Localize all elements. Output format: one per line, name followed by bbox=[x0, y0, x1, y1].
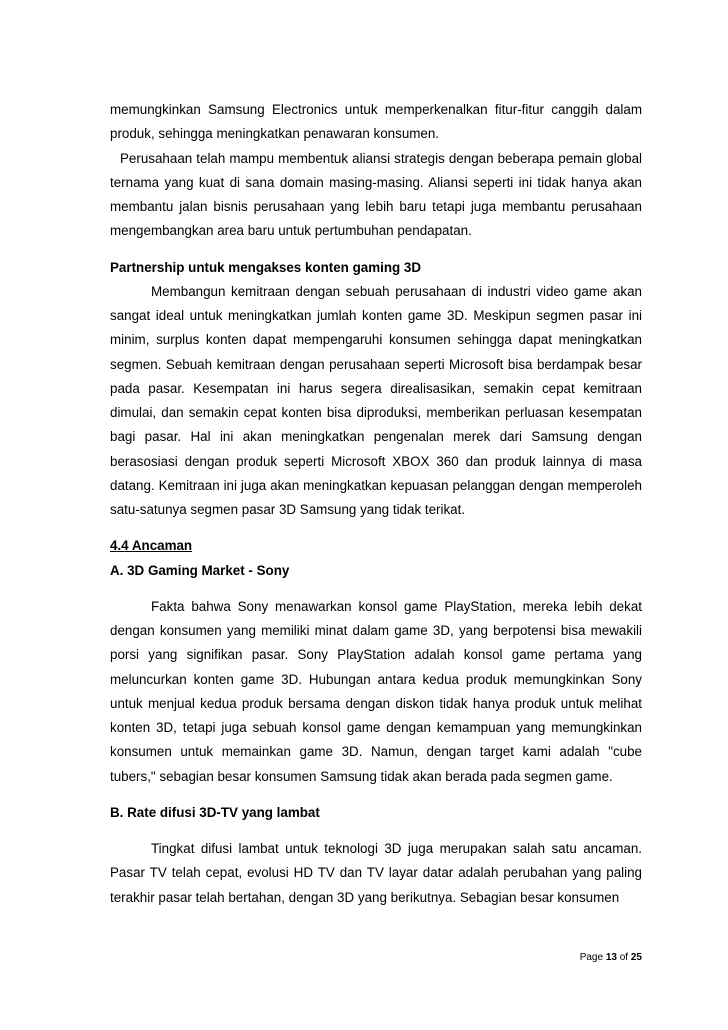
spacer bbox=[110, 522, 642, 534]
page-total: 25 bbox=[630, 952, 642, 963]
spacer bbox=[110, 789, 642, 801]
heading-partnership: Partnership untuk mengakses konten gaming 3D bbox=[110, 259, 422, 275]
page-number-footer bbox=[580, 952, 642, 963]
page-label: Page bbox=[579, 952, 604, 963]
page-of-label: of bbox=[619, 952, 629, 963]
heading-sony: A. 3D Gaming Market - Sony bbox=[110, 562, 290, 578]
spacer bbox=[110, 825, 642, 837]
page-current: 13 bbox=[605, 952, 617, 963]
heading-rate-difusi: B. Rate difusi 3D-TV yang lambat bbox=[110, 804, 320, 820]
paragraph-samsung-features: memungkinkan Samsung Electronics untuk memperkenalkan fitur-fitur canggih dalam produk, sehingga meningkatkan penawaran konsumen. bbox=[110, 102, 642, 142]
spacer bbox=[110, 244, 642, 256]
paragraph-partnership: Membangun kemitraan dengan sebuah perusahaan di industri video game akan sangat ideal untuk meningkatkan jumlah konten game 3D. Meskipun segmen pasar ini minim, surplus konten dapat mempengaruhi konsumen sehingga dapat meningkatkan segmen. Sebuah kemitraan dengan perusahaan seperti Microsoft bisa berdampak besar pada pasar. Kesempatan ini harus segera direalisasikan, semakin cepat kemitraan dimulai, dan semakin cepat konten bisa diproduksi, memberikan perluasan kesempatan bagi pasar. Hal ini akan meningkatkan pengenalan merek dari Samsung dengan berasosiasi dengan produk seperti Microsoft XBOX 360 dan produk lainnya di masa datang. Kemitraan ini juga akan meningkatkan kepuasan pelanggan dengan memperoleh satu-satunya segmen pasar 3D Samsung yang tidak terikat. bbox=[110, 283, 642, 517]
heading-ancaman: 4.4 Ancaman bbox=[110, 538, 193, 554]
document-page bbox=[110, 98, 642, 910]
paragraph-strategic-alliances: Perusahaan telah mampu membentuk aliansi strategis dengan beberapa pemain global ternama yang kuat di sana domain masing-masing. Aliansi seperti ini tidak hanya akan membantu jalan bisnis perusahaan yang lebih baru tetapi juga membantu perusahaan mengembangkan area baru untuk pertumbuhan pendapatan. bbox=[110, 150, 642, 239]
paragraph-sony: Fakta bahwa Sony menawarkan konsol game PlayStation, mereka lebih dekat dengan konsumen yang memiliki minat dalam game 3D, yang berpotensi bisa mewakili porsi yang signifikan pasar. Sony PlayStation adalah konsol game pertama yang meluncurkan konten game 3D. Hubungan antara kedua produk memungkinkan Sony untuk menjual kedua produk bersama dengan diskon tidak hanya produk untuk melihat konten 3D, tetapi juga sebuah konsol game dengan kemampuan yang memungkinkan konsumen untuk memainkan game 3D. Namun, dengan target kami adalah "cube tubers," sebagian besar konsumen Samsung tidak akan berada pada segmen game. bbox=[110, 598, 642, 784]
paragraph-rate-difusi: Tingkat difusi lambat untuk teknologi 3D juga merupakan salah satu ancaman. Pasar TV telah cepat, evolusi HD TV dan TV layar datar adalah perubahan yang paling terakhir pasar telah bertahan, dengan 3D yang berikutnya. Sebagian besar konsumen bbox=[110, 841, 642, 905]
spacer bbox=[110, 583, 642, 595]
